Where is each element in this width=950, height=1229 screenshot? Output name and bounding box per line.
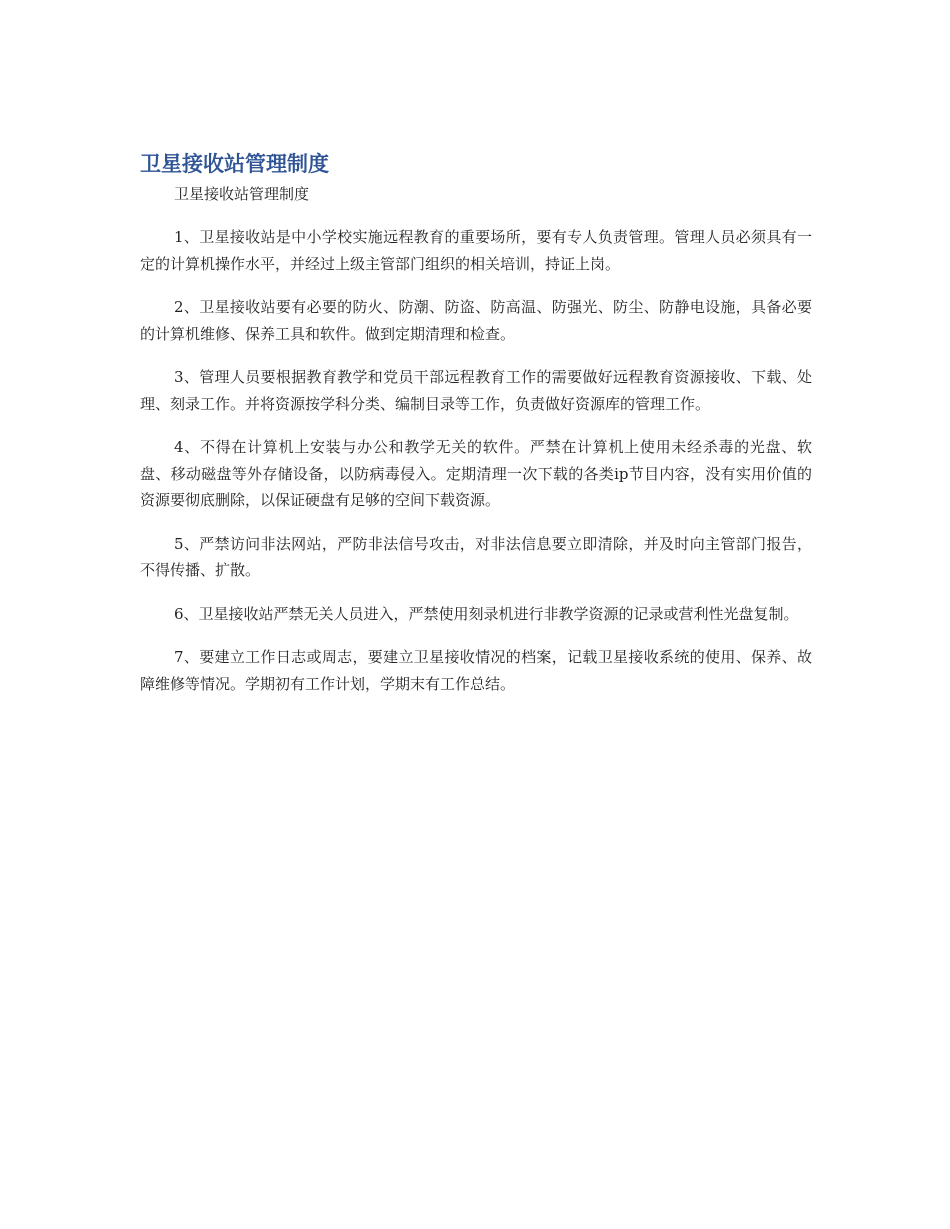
rule-paragraph-6: 6、卫星接收站严禁无关人员进入，严禁使用刻录机进行非教学资源的记录或营利性光盘复制。 xyxy=(174,604,799,623)
document-subtitle: 卫星接收站管理制度 xyxy=(174,185,310,203)
rule-paragraph-2: 2、卫星接收站要有必要的防火、防潮、防盗、防高温、防强光、防尘、防静电设施，具备必要的计算机维修、保养工具和软件。做到定期清理和检查。 xyxy=(140,298,812,343)
document-body xyxy=(140,149,812,697)
rule-paragraph-5: 5、严禁访问非法网站，严防非法信号攻击，对非法信息要立即清除，并及时向主管部门报告，不得传播、扩散。 xyxy=(140,534,812,579)
rule-paragraph-3: 3、管理人员要根据教育教学和党员干部远程教育工作的需要做好远程教育资源接收、下载、处理、刻录工作。并将资源按学科分类、编制目录等工作，负责做好资源库的管理工作。 xyxy=(140,368,812,413)
rule-paragraph-7: 7、要建立工作日志或周志，要建立卫星接收情况的档案，记载卫星接收系统的使用、保养、故障维修等情况。学期初有工作计划，学期末有工作总结。 xyxy=(140,648,812,693)
document-title: 卫星接收站管理制度 xyxy=(140,152,329,176)
rule-paragraph-4: 4、不得在计算机上安装与办公和教学无关的软件。严禁在计算机上使用未经杀毒的光盘、软盘、移动磁盘等外存储设备，以防病毒侵入。定期清理一次下载的各类ip节目内容，没有实用价值的资源要彻底删除，以保证硬盘有足够的空间下载资源。 xyxy=(140,438,812,509)
rule-paragraph-1: 1、卫星接收站是中小学校实施远程教育的重要场所，要有专人负责管理。管理人员必须具有一定的计算机操作水平，并经过上级主管部门组织的相关培训，持证上岗。 xyxy=(140,228,812,273)
